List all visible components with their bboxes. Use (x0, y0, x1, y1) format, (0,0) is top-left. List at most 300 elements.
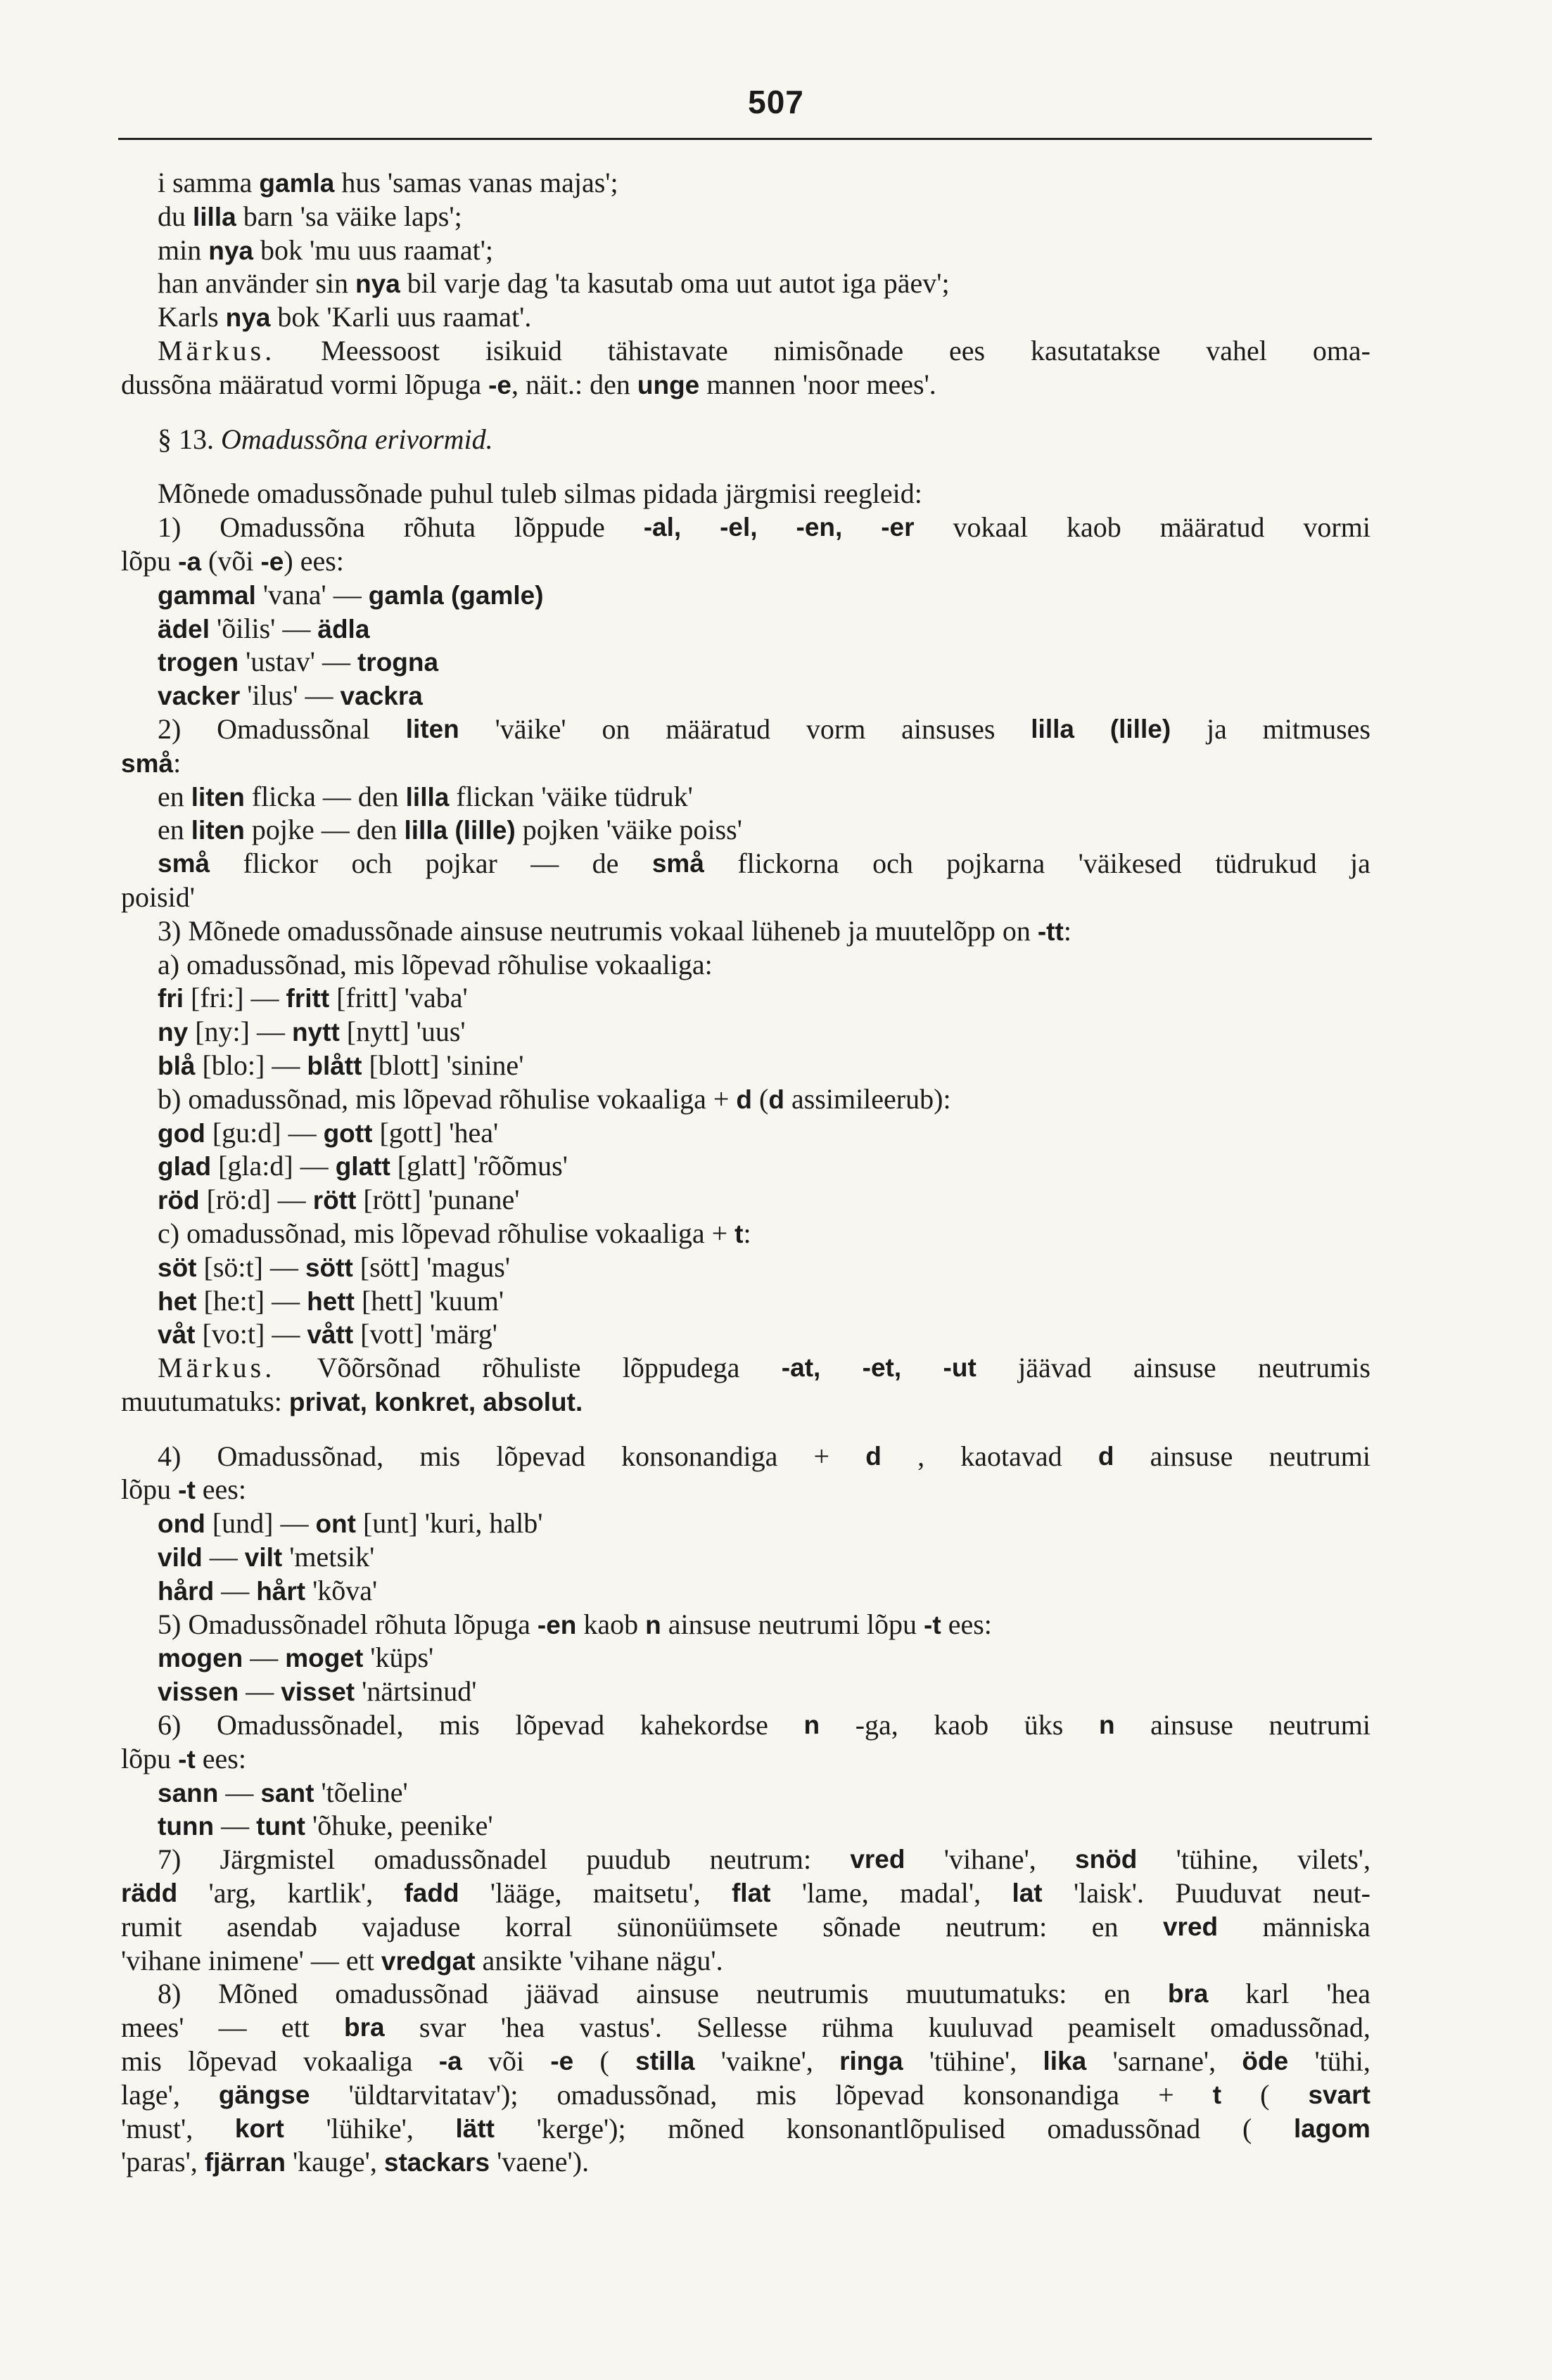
text-fragment: Puuduvat (1175, 1877, 1282, 1909)
text-fragment: ainsuse (1150, 1440, 1233, 1472)
text-fragment: 'vihane', (943, 1843, 1036, 1876)
text-line (121, 1876, 1370, 1910)
swedish-term: fri (158, 984, 184, 1013)
text-fragment: vilets', (1297, 1843, 1370, 1876)
text-fragment: b) omadussõnad, mis lõpevad rõhulise vokaaliga + (158, 1082, 737, 1115)
text-fragment: 'must', (121, 2112, 193, 2144)
swedish-term: bra (344, 2013, 385, 2042)
text-line (121, 200, 1370, 233)
swedish-term: små (651, 849, 704, 878)
text-fragment: vajaduse (362, 1910, 461, 1943)
swedish-term: n (1098, 1710, 1115, 1740)
swedish-term: -t (178, 1744, 196, 1774)
text-fragment: + (1158, 2078, 1174, 2111)
text-fragment: kaob (576, 1608, 646, 1640)
swedish-term: blå (158, 1051, 196, 1080)
text-fragment: [glatt] 'rõõmus' (390, 1150, 568, 1182)
swedish-term: fritt (286, 984, 330, 1013)
text-fragment: asendab (227, 1910, 317, 1943)
swedish-term: hett (307, 1286, 355, 1316)
text-fragment: Meessoost (321, 334, 440, 366)
text-line (121, 578, 1370, 612)
text-fragment: poisid' (121, 881, 195, 913)
swedish-term: nya (208, 236, 253, 265)
swedish-term: våt (158, 1320, 196, 1350)
text-fragment: omadussõnad (335, 1978, 489, 2010)
text-fragment: 2) (158, 712, 182, 745)
swedish-term: -al, (643, 513, 682, 542)
text-fragment: ( (1242, 2112, 1252, 2144)
text-fragment: puudub (586, 1843, 671, 1876)
swedish-term: ond (158, 1509, 205, 1539)
text-fragment: [gu:d] — (205, 1116, 324, 1149)
text-fragment: Omadussõna (220, 511, 365, 544)
section-heading: Omadussõna erivormid. (221, 423, 493, 455)
text-fragment: ett (281, 2011, 310, 2044)
swedish-term: glatt (335, 1152, 390, 1182)
text-fragment: 'ilus' — (240, 679, 341, 712)
text-fragment: ees: (195, 1742, 246, 1774)
text-fragment: ees: (195, 1473, 246, 1506)
text-fragment: lage', (121, 2078, 180, 2111)
text-fragment: pojkar (425, 847, 497, 880)
text-fragment: min (158, 233, 209, 266)
text-fragment: neutrumi (1268, 1709, 1370, 1741)
text-line (121, 1473, 1370, 1506)
swedish-term: ädla (317, 614, 370, 644)
text-line (121, 1742, 1370, 1776)
text-fragment: omadussõnad (1047, 2112, 1201, 2144)
swedish-term: vackra (340, 682, 423, 711)
swedish-term: rött (312, 1186, 357, 1215)
text-fragment: Järgmistel (220, 1843, 336, 1876)
swedish-term: lika (1043, 2047, 1087, 2076)
text-fragment: kahekordse (640, 1709, 768, 1741)
swedish-term: d (768, 1085, 784, 1114)
text-fragment: bok 'mu uus raamat'; (253, 233, 494, 266)
swedish-term: -er (881, 513, 915, 542)
text-fragment: mannen 'noor mees'. (699, 368, 936, 400)
swedish-term: stilla (635, 2047, 695, 2076)
swedish-term: -et, (862, 1353, 902, 1383)
paragraph-gap (121, 456, 1370, 477)
text-line (121, 2112, 1370, 2146)
text-fragment: de (592, 847, 619, 880)
page-number: 507 (748, 84, 804, 120)
text-fragment: jäävad (1018, 1352, 1092, 1384)
text-fragment: 'tühi, (1314, 2045, 1370, 2078)
text-fragment: 'väike' (495, 712, 566, 745)
swedish-term: -at, (781, 1353, 821, 1383)
text-line (121, 1574, 1370, 1608)
text-fragment: 'hea (500, 2011, 545, 2044)
text-fragment: 'üldtarvitatav'); (348, 2078, 519, 2111)
text-fragment: [nytt] 'uus' (339, 1016, 466, 1048)
text-fragment: en (158, 780, 191, 812)
text-fragment: korral (504, 1910, 573, 1943)
text-fragment: 'tühine, (1176, 1843, 1259, 1876)
text-fragment: ainsuse (1133, 1352, 1216, 1384)
swedish-term: -el, (720, 513, 758, 542)
text-fragment: — (238, 1675, 281, 1708)
swedish-term: -e (550, 2047, 574, 2076)
swedish-term: snöd (1075, 1845, 1138, 1874)
text-fragment: ees: (941, 1608, 992, 1640)
text-line (121, 544, 1370, 578)
text-fragment: och (351, 847, 393, 880)
text-fragment: oma- (1312, 334, 1370, 366)
text-line (121, 334, 1370, 368)
text-fragment: , (917, 1440, 925, 1472)
text-fragment: [gott] 'hea' (372, 1116, 499, 1149)
text-fragment: + (813, 1440, 830, 1472)
text-fragment: [rött] 'punane' (356, 1184, 520, 1216)
swedish-term: små (158, 849, 210, 878)
swedish-term: ädel (158, 614, 210, 644)
swedish-term: -en, (796, 513, 843, 542)
text-fragment: [he:t] — (196, 1284, 307, 1317)
text-fragment: bil varje dag 'ta kasutab oma uut autot iga päev'; (400, 267, 950, 300)
text-fragment: vahel (1206, 334, 1267, 366)
text-fragment: flicka — den (244, 780, 406, 812)
text-fragment: : (173, 746, 182, 779)
swedish-term: nya (225, 303, 271, 333)
text-fragment: Karls (158, 301, 226, 333)
text-fragment: ja (1350, 847, 1370, 880)
text-fragment: kaob (1066, 511, 1121, 544)
text-line (121, 1385, 1370, 1419)
text-line (121, 1284, 1370, 1318)
swedish-term: lilla (lille) (404, 816, 516, 845)
text-fragment: flickorna (737, 847, 839, 880)
text-fragment: määratud (666, 712, 771, 745)
text-line (121, 1540, 1370, 1574)
text-fragment: en (1091, 1910, 1119, 1943)
text-fragment: barn 'sa väike laps'; (236, 200, 462, 232)
swedish-term: visset (281, 1677, 355, 1707)
text-fragment: 'väikesed (1078, 847, 1182, 880)
text-fragment: 7) (158, 1843, 182, 1876)
text-fragment: konsonandiga (621, 1440, 778, 1472)
text-fragment: a) omadussõnad, mis lõpevad rõhulise vokaaliga: (158, 948, 713, 980)
text-line (121, 1250, 1370, 1284)
text-fragment: [blott] 'sinine' (362, 1049, 524, 1081)
swedish-term: t (734, 1219, 744, 1248)
text-fragment: vokaal (953, 511, 1029, 544)
text-fragment: 'kerge'); (536, 2112, 626, 2144)
swedish-term: tunt (256, 1812, 305, 1841)
text-fragment: neutrumi (1268, 1440, 1370, 1472)
text-fragment: [ny:] — (188, 1016, 292, 1048)
text-line (121, 1776, 1370, 1810)
text-line (121, 1116, 1370, 1150)
text-line (121, 1317, 1370, 1351)
swedish-term: sann (158, 1778, 219, 1808)
text-fragment: — (218, 2011, 247, 2044)
text-line (121, 166, 1370, 200)
text-line (121, 1944, 1370, 1978)
text-line (121, 1608, 1370, 1642)
text-fragment: või (488, 2045, 525, 2078)
text-fragment: ainsuse neutrumi lõpu (661, 1608, 924, 1640)
text-fragment: mis (121, 2045, 162, 2078)
text-fragment: [vo:t] — (195, 1318, 307, 1350)
text-fragment: määratud (1159, 511, 1265, 544)
text-fragment: vorm (806, 712, 866, 745)
swedish-term: ny (158, 1018, 189, 1047)
text-fragment: kaotavad (960, 1440, 1062, 1472)
header-rule (118, 138, 1372, 140)
text-fragment: lõpevad (835, 2078, 924, 2111)
swedish-term: -ut (943, 1353, 977, 1383)
swedish-term: -t (924, 1610, 941, 1639)
text-line (121, 881, 1370, 914)
swedish-term: glad (158, 1152, 212, 1182)
text-line (121, 712, 1370, 746)
text-fragment: Mõnede omadussõnade puhul tuleb silmas pidada järgmisi reegleid: (158, 478, 922, 510)
text-line (121, 2078, 1370, 2112)
swedish-term: n (645, 1610, 661, 1639)
text-line (121, 1977, 1370, 2011)
text-fragment: vormi (1303, 511, 1370, 544)
text-fragment: on (602, 712, 630, 745)
swedish-term: -t (178, 1476, 196, 1505)
swedish-term: lilla (1031, 714, 1074, 743)
swedish-term: gamla (gamle) (368, 580, 544, 610)
text-line (121, 2145, 1370, 2179)
swedish-term: fadd (404, 1879, 459, 1908)
text-fragment: pojke — den (244, 814, 405, 846)
text-fragment: ( (599, 2045, 609, 2078)
swedish-term: söt (158, 1253, 197, 1282)
text-line (121, 948, 1370, 982)
text-fragment: [rö:d] — (199, 1184, 313, 1216)
text-fragment: — (218, 1776, 261, 1808)
text-line (121, 1351, 1370, 1385)
text-fragment: jäävad (525, 1978, 599, 2010)
text-fragment: 'õhuke, peenike' (305, 1810, 493, 1842)
text-line (121, 780, 1370, 814)
swedish-term: gammal (158, 580, 256, 610)
text-fragment: Omadussõnad, (217, 1440, 384, 1472)
text-fragment: Sellesse (697, 2011, 787, 2044)
swedish-term: nya (355, 269, 400, 299)
swedish-term: vild (158, 1543, 203, 1573)
text-line (121, 612, 1370, 646)
text-fragment: bok 'Karli uus raamat'. (270, 301, 532, 333)
swedish-term: öde (1242, 2047, 1289, 2076)
text-fragment: 'ustav' — (238, 646, 357, 678)
text-line (121, 300, 1370, 334)
text-fragment: Märkus. (158, 334, 276, 366)
text-fragment: rõhuliste (482, 1352, 581, 1384)
text-fragment: vastus'. (579, 2011, 662, 2044)
text-fragment: omadussõnad, (1210, 2011, 1370, 2044)
swedish-term: sant (260, 1778, 314, 1808)
text-fragment: muutumatuks: (121, 1385, 289, 1417)
text-fragment: -ga, (855, 1709, 898, 1741)
text-fragment: rõhuta (403, 511, 476, 544)
paragraph-gap (121, 1419, 1370, 1440)
swedish-term: privat, konkret, absolut. (288, 1387, 583, 1416)
text-fragment: 'tühine', (929, 2045, 1017, 2078)
text-fragment: kuuluvad (928, 2011, 1033, 2044)
text-fragment: (või (201, 544, 261, 577)
text-fragment: 'lühike', (326, 2112, 414, 2144)
text-fragment: : (743, 1217, 751, 1249)
text-fragment: ( (1260, 2078, 1270, 2111)
text-fragment: — (214, 1810, 257, 1842)
swedish-term: -e (260, 546, 284, 576)
text-fragment: [fri:] — (184, 982, 286, 1014)
swedish-term: t (1212, 2080, 1222, 2109)
swedish-term: nytt (291, 1018, 340, 1047)
text-fragment: en (158, 814, 191, 846)
text-fragment: neutrum: (945, 1910, 1048, 1943)
swedish-term: gamla (259, 169, 335, 198)
text-fragment: konsonantlõpulised (786, 2112, 1005, 2144)
text-fragment: Märkus. (158, 1352, 276, 1384)
text-line (121, 368, 1370, 402)
text-fragment: mees' (121, 2011, 184, 2044)
text-fragment: — (243, 1642, 286, 1674)
text-fragment: ja (1206, 712, 1227, 745)
text-fragment: ainsuses (901, 712, 996, 745)
swedish-term: ringa (839, 2047, 903, 2076)
text-fragment: ) ees: (284, 544, 344, 577)
text-line (121, 1910, 1370, 1944)
text-fragment: lõpevad (188, 2045, 277, 2078)
swedish-term: n (803, 1710, 820, 1740)
swedish-term: stackars (383, 2148, 490, 2177)
text-fragment: kartlik', (287, 1877, 374, 1909)
text-fragment: — (530, 847, 559, 880)
swedish-term: vissen (158, 1677, 239, 1707)
text-fragment: rumit (121, 1910, 182, 1943)
text-fragment: pojkarna (946, 847, 1045, 880)
text-fragment: [hett] 'kuum' (354, 1284, 504, 1317)
text-fragment: : (1063, 914, 1071, 947)
text-fragment: människa (1262, 1910, 1370, 1943)
swedish-term: vacker (158, 682, 241, 711)
swedish-term: vredgat (381, 1946, 476, 1976)
text-fragment: 'sarnane', (1112, 2045, 1216, 2078)
text-fragment: och (872, 847, 913, 880)
swedish-term: gott (323, 1118, 373, 1148)
text-fragment: lõpu (121, 1473, 179, 1506)
text-fragment: Mõned (218, 1978, 298, 2010)
text-fragment: [sött] 'magus' (352, 1250, 511, 1283)
swedish-term: lat (1012, 1879, 1043, 1908)
swedish-term: lagom (1293, 2113, 1370, 2143)
text-line (121, 1641, 1370, 1675)
text-fragment: 'metsik' (282, 1541, 375, 1573)
text-fragment: 5) Omadussõnadel rõhuta lõpuga (158, 1608, 538, 1640)
swedish-term: god (158, 1118, 205, 1148)
swedish-term: (lille) (1109, 714, 1171, 743)
text-line (121, 1082, 1370, 1116)
text-fragment: [vott] 'märg' (353, 1318, 497, 1350)
text-fragment: 'vaikne', (720, 2045, 813, 2078)
text-fragment: 'õilis' — (210, 612, 318, 644)
text-fragment: omadussõnad, (556, 2078, 718, 2111)
swedish-term: svart (1308, 2080, 1370, 2109)
text-fragment: ainsuse (1150, 1709, 1233, 1741)
text-fragment: c) omadussõnad, mis lõpevad rõhulise vokaaliga + (158, 1217, 735, 1249)
text-line (121, 645, 1370, 679)
text-line (121, 746, 1370, 780)
text-line (121, 1675, 1370, 1708)
swedish-term: liten (191, 816, 245, 845)
text-fragment: ansikte 'vihane nägu'. (475, 1944, 723, 1976)
swedish-term: -en (537, 1610, 577, 1639)
text-fragment: [gla:d] — (211, 1150, 336, 1182)
swedish-term: d (865, 1441, 882, 1471)
text-fragment: [fritt] 'vaba' (329, 982, 468, 1014)
text-line (121, 1149, 1370, 1183)
swedish-term: vått (307, 1320, 354, 1350)
text-line (121, 813, 1370, 847)
swedish-term: trogen (158, 648, 239, 677)
swedish-term: vred (850, 1845, 905, 1874)
text-line (121, 423, 1370, 456)
text-fragment: konsonandiga (962, 2078, 1120, 2111)
text-fragment: [und] — (205, 1507, 316, 1540)
text-fragment: 'lääge, (490, 1877, 562, 1909)
text-fragment: flickor (243, 847, 319, 880)
text-fragment: neutrumis (1257, 1352, 1370, 1384)
text-line (121, 477, 1370, 511)
text-fragment: 'lame, (801, 1877, 869, 1909)
text-line (121, 914, 1370, 948)
swedish-term: liten (405, 714, 459, 743)
text-fragment: sõnade (822, 1910, 901, 1943)
text-fragment: 8) (158, 1978, 182, 2010)
text-fragment: peamiselt (1067, 2011, 1176, 2044)
text-fragment: 'vana' — (255, 578, 369, 610)
text-fragment: en (1104, 1978, 1131, 2010)
text-fragment: tähistavate (607, 334, 728, 366)
text-fragment: du (158, 200, 193, 232)
text-fragment: muutumatuks: (905, 1978, 1067, 2010)
text-fragment: 'vaene'). (490, 2146, 590, 2178)
text-fragment: svar (419, 2011, 466, 2044)
text-fragment: i samma (158, 167, 260, 198)
text-line (121, 1015, 1370, 1049)
text-fragment: ( (752, 1082, 769, 1115)
swedish-term: d (1098, 1441, 1114, 1471)
swedish-term: ont (315, 1509, 356, 1539)
text-fragment: vokaaliga (303, 2045, 413, 2078)
text-fragment: 'närtsinud' (355, 1675, 477, 1708)
text-fragment: [blo:] — (195, 1049, 307, 1081)
swedish-term: lätt (455, 2113, 495, 2143)
swedish-term: -e (488, 370, 512, 399)
text-fragment: lõpu (121, 544, 179, 577)
text-fragment: 'küps' (363, 1642, 434, 1674)
swedish-term: unge (637, 370, 700, 399)
swedish-term: rädd (121, 1879, 178, 1908)
text-fragment: 'laisk'. (1074, 1877, 1144, 1909)
text-fragment: 'kõva' (305, 1574, 378, 1606)
text-line (121, 1809, 1370, 1843)
text-fragment: Omadussõnadel, (216, 1709, 404, 1741)
text-fragment: üks (1024, 1709, 1064, 1741)
text-fragment: madal', (900, 1877, 981, 1909)
swedish-term: små (121, 748, 174, 778)
text-fragment: ees (949, 334, 986, 366)
text-fragment: lõppude (514, 511, 605, 544)
